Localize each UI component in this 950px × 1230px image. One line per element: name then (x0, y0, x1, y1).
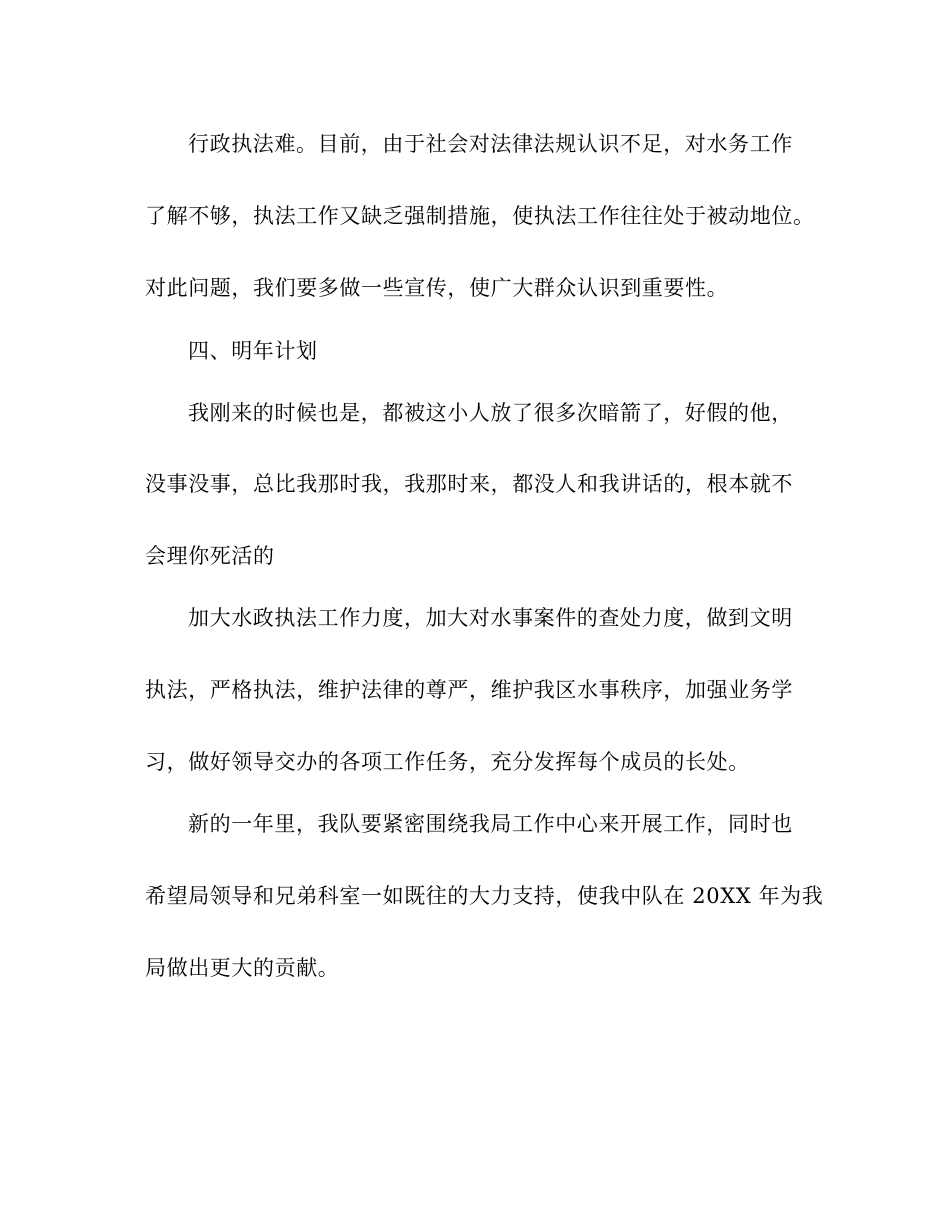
paragraph-line: 习，做好领导交办的各项工作任务，充分发挥每个成员的长处。 (145, 750, 750, 774)
paragraph-line: 了解不够，执法工作又缺乏强制措施，使执法工作往往处于被动地位。 (145, 204, 815, 228)
section-heading: 四、明年计划 (188, 339, 318, 363)
paragraph-line: 加大水政执法工作力度，加大对水事案件的查处力度，做到文明 (188, 606, 793, 630)
paragraph-line: 新的一年里，我队要紧密围绕我局工作中心来开展工作，同时也 (188, 812, 793, 836)
paragraph-line: 对此问题，我们要多做一些宣传，使广大群众认识到重要性。 (145, 276, 729, 300)
paragraph-line: 执法，严格执法，维护法律的尊严，维护我区水事秩序，加强业务学 (145, 678, 793, 702)
paragraph-line: 没事没事，总比我那时我，我那时来，都没人和我讲话的，根本就不 (145, 472, 793, 496)
paragraph-line: 我刚来的时候也是，都被这小人放了很多次暗箭了，好假的他， (188, 401, 793, 425)
paragraph-line: 行政执法难。目前，由于社会对法律法规认识不足，对水务工作 (188, 132, 793, 156)
paragraph-line: 会理你死活的 (145, 544, 275, 568)
paragraph-line: 局做出更大的贡献。 (145, 956, 340, 980)
paragraph-line: 希望局领导和兄弟科室一如既往的大力支持，使我中队在 20XX 年为我 (145, 884, 824, 908)
